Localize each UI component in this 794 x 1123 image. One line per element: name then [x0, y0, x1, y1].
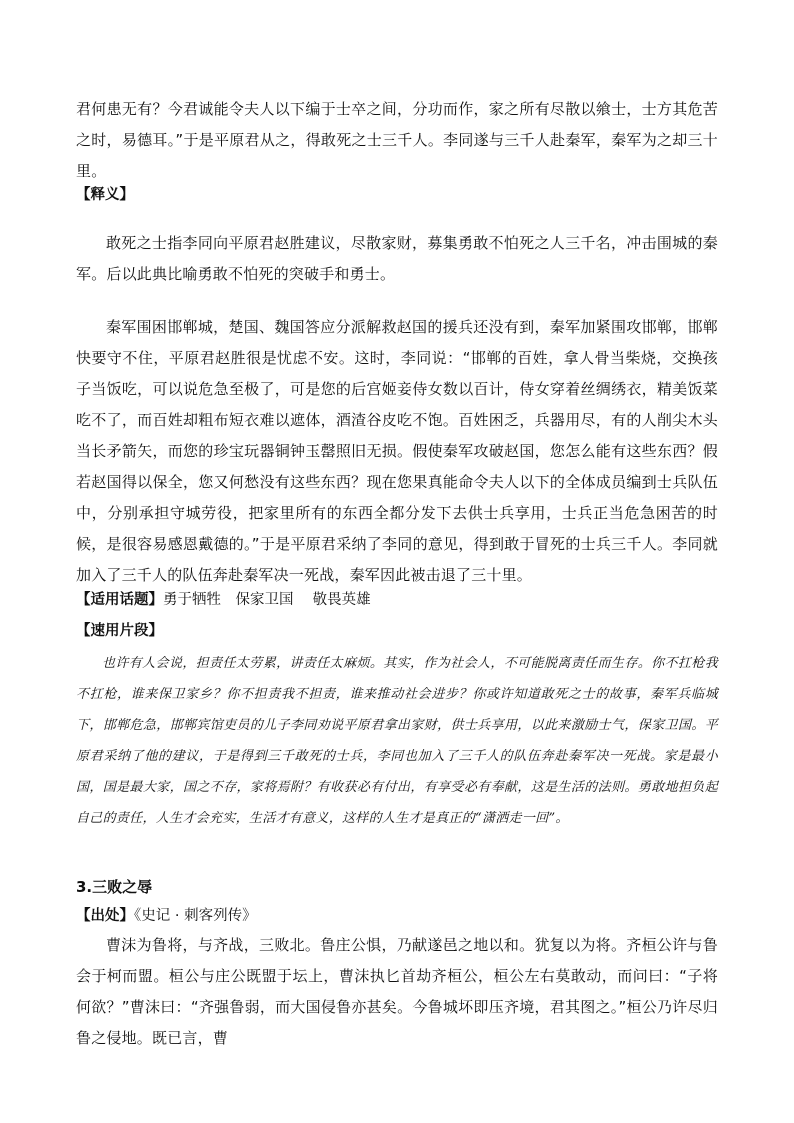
section-title: 3.三败之辱: [76, 878, 153, 896]
topic-items: 勇于牺牲 保家卫国 敬畏英雄: [163, 592, 371, 608]
paragraph-source-text: 曹沫为鲁将，与齐战，三败北。鲁庄公惧，乃献遂邑之地以和。犹复以为将。齐桓公许与鲁会于柯而盟。桓公与庄公既盟于坛上，曹沫执匕首劫齐桓公，桓公左右莫敢动，而问曰：“子将何欲？”曹沫曰：“齐强鲁弱，而大国侵鲁亦甚矣。今鲁城坏即压齐境，君其图之。”桓公乃许尽归鲁之侵地。既已言，曹: [76, 936, 718, 1047]
shiyi-heading: [76, 184, 134, 206]
source-text: 《史记 · 刺客列传》: [134, 908, 257, 924]
paragraph-shiyi: 敢死之士指李同向平原君赵胜建议，尽散家财，募集勇敢不怕死之人三千名，冲击围城的秦军。后以此典比喻勇敢不怕死的突破手和勇士。: [76, 234, 718, 283]
source-label: 【出处】: [76, 908, 134, 924]
paragraph-original-text-end: 君何患无有？今君诚能令夫人以下编于士卒之间，分功而作，家之所有尽散以飨士，士方其危苦之时，易德耳。”于是平原君从之，得敢死之士三千人。李同遂与三千人赴秦军，秦军为之却三十里。: [76, 100, 718, 180]
speed-snippet: 也许有人会说，担责任太劳累，讲责任太麻烦。其实，作为社会人，不可能脱离责任而生存。你不扛枪我不扛枪，谁来保卫家乡？你不担责我不担责，谁来推动社会进步？你或许知道敢死之士的故事，秦军兵临城下，邯郸危急，邯郸宾馆吏员的儿子李同劝说平原君拿出家财，供士兵享用，以此来激励士气，保家卫国。平原君采纳了他的建议，于是得到三千敢死的士兵，李同也加入了三千人的队伍奔赴秦军决一死战。家是最小国，国是最大家，国之不存，家将焉附？有收获必有付出，有享受必有奉献，这是生活的法则。勇敢地担负起自己的责任，人生才会充实，生活才有意义，这样的人生才是真正的“潇洒走一回”。: [76, 656, 718, 826]
topic-label: 【适用话题】: [76, 592, 163, 608]
paragraph-translation: 秦军围困邯郸城，楚国、魏国答应分派解救赵国的援兵还没有到，秦军加紧围攻邯郸，邯郸快要守不住，平原君赵胜很是忧虑不安。这时，李同说：“邯郸的百姓，拿人骨当柴烧，交换孩子当饭吃，可以说危急至极了，可是您的后宫姬妾侍女数以百计，侍女穿着丝绸绣衣，精美饭菜吃不了，而百姓却粗布短衣难以遮体，酒渣谷皮吃不饱。百姓困乏，兵器用尽，有的人削尖木头当长矛箭矢，而您的珍宝玩器铜钟玉罄照旧无损。假使秦军攻破赵国，您怎么能有这些东西？假若赵国得以保全，您又何愁没有这些东西？现在您果真能命令夫人以下的全体成员编到士兵队伍中，分别承担守城劳役，把家里所有的东西全都分发下去供士兵享用，士兵正当危急困苦的时候，是很容易感恩戴德的。”于是平原君采纳了李同的意见，得到敢于冒死的士兵三千人。李同就加入了三千人的队伍奔赴秦军决一死战，秦军因此被击退了三十里。: [76, 318, 718, 584]
source-line: [76, 905, 257, 927]
speed-label: 【速用片段】: [76, 623, 163, 639]
speed-heading: [76, 620, 163, 642]
topic-line: [76, 589, 371, 611]
shiyi-label: 【释义】: [76, 187, 134, 203]
